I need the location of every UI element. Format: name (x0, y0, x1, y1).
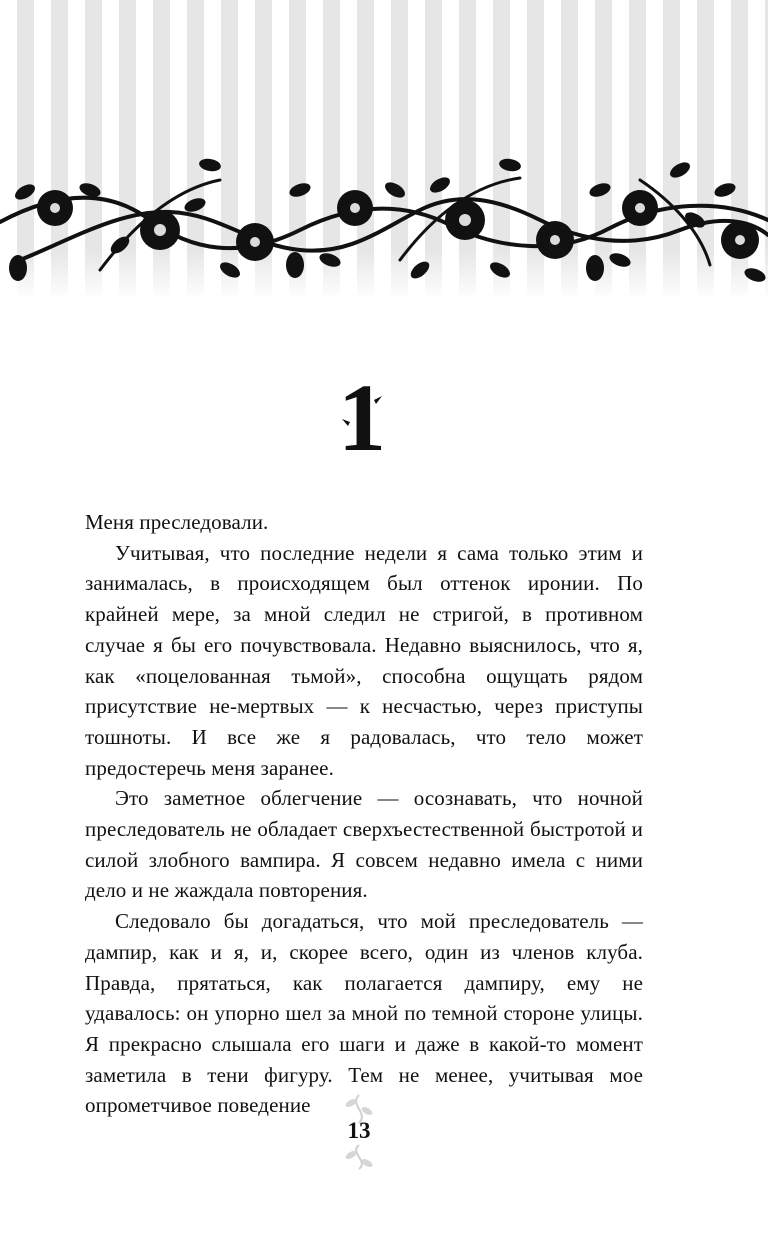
paragraph: Следовало бы догадаться, что мой преследователь — дампир, как и я, и, скорее всего, один из членов клуба. Правда, прятаться, как полагается дампиру, ему не удавалось: он упорно шел за мной по темной стороне улицы. Я прекрасно слышала его шаги и даже в какой-то момент заметила в тени фигуру. Тем не менее, учитывая мое опрометчивое поведение (85, 909, 643, 1118)
rose-vine-border-icon (0, 150, 768, 300)
paragraph: Это заметное облегчение — осознавать, что ночной преследователь не обладает сверхъестественной быстротой и силой злобного вампира. Я совсем недавно имела с ними дело и не жаждала повторения. (85, 786, 643, 903)
paragraph: Меня преследовали. (85, 510, 269, 534)
paragraph: Учитывая, что последние недели я сама только этим и занималась, в происходящем был оттенок иронии. По крайней мере, за мной следил не стригой, в противном случае я бы его почувствовала. Недавно выяснилось, что я, как «поцелованная тьмой», способна ощущать рядом присутствие не-мертвых — к несчастью, через приступы тошноты. И все же я радовалась, что тело может предостеречь меня заранее. (85, 540, 643, 780)
chapter-body (85, 507, 643, 1121)
thorned-numeral-icon (334, 370, 390, 460)
page-number: 13 (347, 1118, 371, 1143)
chapter-number: 1 (338, 370, 386, 460)
